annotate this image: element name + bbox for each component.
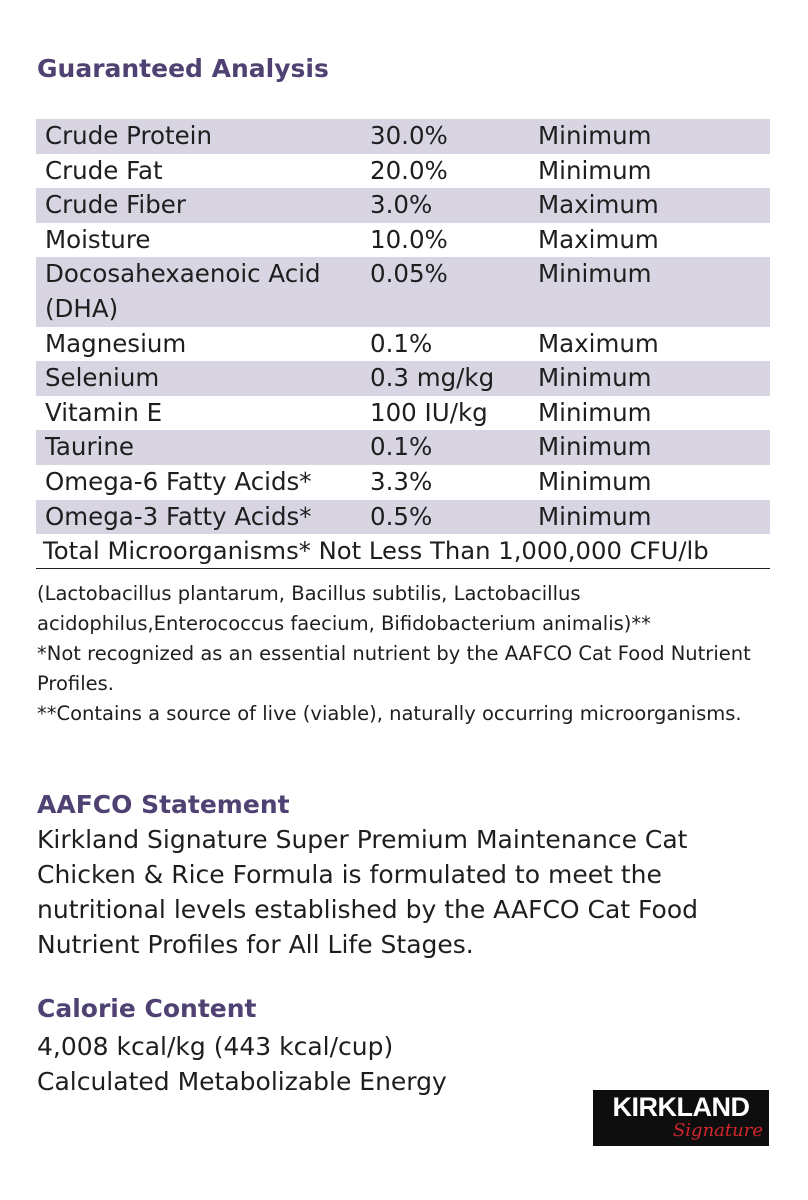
total-microorganisms-row: Total Microorganisms* Not Less Than 1,000,000 CFU/lb xyxy=(36,534,770,569)
table-row xyxy=(36,223,770,258)
nutrient-name: Taurine xyxy=(45,432,134,462)
nutrient-basis: Minimum xyxy=(538,466,652,496)
aafco-statement-paragraph: Kirkland Signature Super Premium Maintenance Cat Chicken & Rice Formula is formulated to meet the nutritional levels established by the AAFCO Cat Food Nutrient Profiles for All Life Stages. xyxy=(37,825,699,959)
nutrient-name: Crude Fat xyxy=(45,155,163,185)
nutrient-name: Omega-3 Fatty Acids* xyxy=(45,501,312,531)
footnotes xyxy=(37,579,777,729)
nutrient-amount: 0.05% xyxy=(370,259,448,289)
nutrient-basis: Maximum xyxy=(538,190,659,220)
nutrient-amount: 3.0% xyxy=(370,190,433,220)
nutrient-name: Docosahexaenoic Acid (DHA) xyxy=(45,259,321,323)
nutrient-basis: Minimum xyxy=(538,121,652,150)
nutrient-amount: 100 IU/kg xyxy=(370,397,488,427)
calorie-value: 4,008 kcal/kg (443 kcal/cup) xyxy=(37,1032,394,1061)
nutrient-basis: Maximum xyxy=(538,224,659,254)
aafco-statement-text xyxy=(37,822,777,962)
table-row xyxy=(36,188,770,223)
nutrient-basis: Minimum xyxy=(538,259,652,289)
nutrient-basis: Minimum xyxy=(538,363,652,393)
nutrient-amount: 0.1% xyxy=(370,432,433,462)
nutrient-basis: Maximum xyxy=(538,328,659,358)
footnote-live-microorganisms: **Contains a source of live (viable), naturally occurring microorganisms. xyxy=(37,702,742,725)
nutrient-amount: 20.0% xyxy=(370,155,448,185)
nutrient-amount: 10.0% xyxy=(370,224,448,254)
table-row xyxy=(36,327,770,362)
nutrient-name: Selenium xyxy=(45,363,160,393)
nutrient-amount: 3.3% xyxy=(370,466,433,496)
logo-brand-text: KIRKLAND xyxy=(612,1092,750,1122)
footnote-not-recognized: *Not recognized as an essential nutrient by the AAFCO Cat Food Nutrient Profiles. xyxy=(37,642,751,695)
table-row xyxy=(36,396,770,431)
aafco-statement-title: AAFCO Statement xyxy=(37,790,290,819)
logo-script-text: Signature xyxy=(672,1120,763,1141)
table-row xyxy=(36,154,770,189)
nutrient-name: Crude Protein xyxy=(45,121,213,150)
nutrient-name: Vitamin E xyxy=(45,397,163,427)
nutrient-name: Omega-6 Fatty Acids* xyxy=(45,466,312,496)
nutrient-basis: Minimum xyxy=(538,432,652,462)
nutrient-basis: Minimum xyxy=(538,155,652,185)
table-row xyxy=(36,257,770,326)
guaranteed-analysis-title: Guaranteed Analysis xyxy=(37,54,329,83)
table-row xyxy=(36,119,770,154)
nutrient-basis: Minimum xyxy=(538,397,652,427)
calorie-content-title: Calorie Content xyxy=(37,994,257,1023)
nutrient-amount: 30.0% xyxy=(370,121,448,150)
nutrient-name: Moisture xyxy=(45,224,151,254)
table-row xyxy=(36,430,770,465)
table-row xyxy=(36,465,770,500)
nutrient-name: Magnesium xyxy=(45,328,187,358)
table-row xyxy=(36,500,770,535)
nutrient-basis: Minimum xyxy=(538,501,652,531)
guaranteed-analysis-table xyxy=(36,119,770,569)
nutrient-amount: 0.3 mg/kg xyxy=(370,363,495,393)
table-row xyxy=(36,361,770,396)
nutrient-amount: 0.1% xyxy=(370,328,433,358)
footnote-organisms: (Lactobacillus plantarum, Bacillus subtilis, Lactobacillus acidophilus,Enterococcus faecium, Bifidobacterium animalis)** xyxy=(37,582,651,635)
nutrient-amount: 0.5% xyxy=(370,501,433,531)
calorie-content-text xyxy=(37,1029,777,1099)
kirkland-signature-logo xyxy=(593,1090,769,1146)
nutrient-name: Crude Fiber xyxy=(45,190,186,220)
calorie-method: Calculated Metabolizable Energy xyxy=(37,1067,447,1096)
